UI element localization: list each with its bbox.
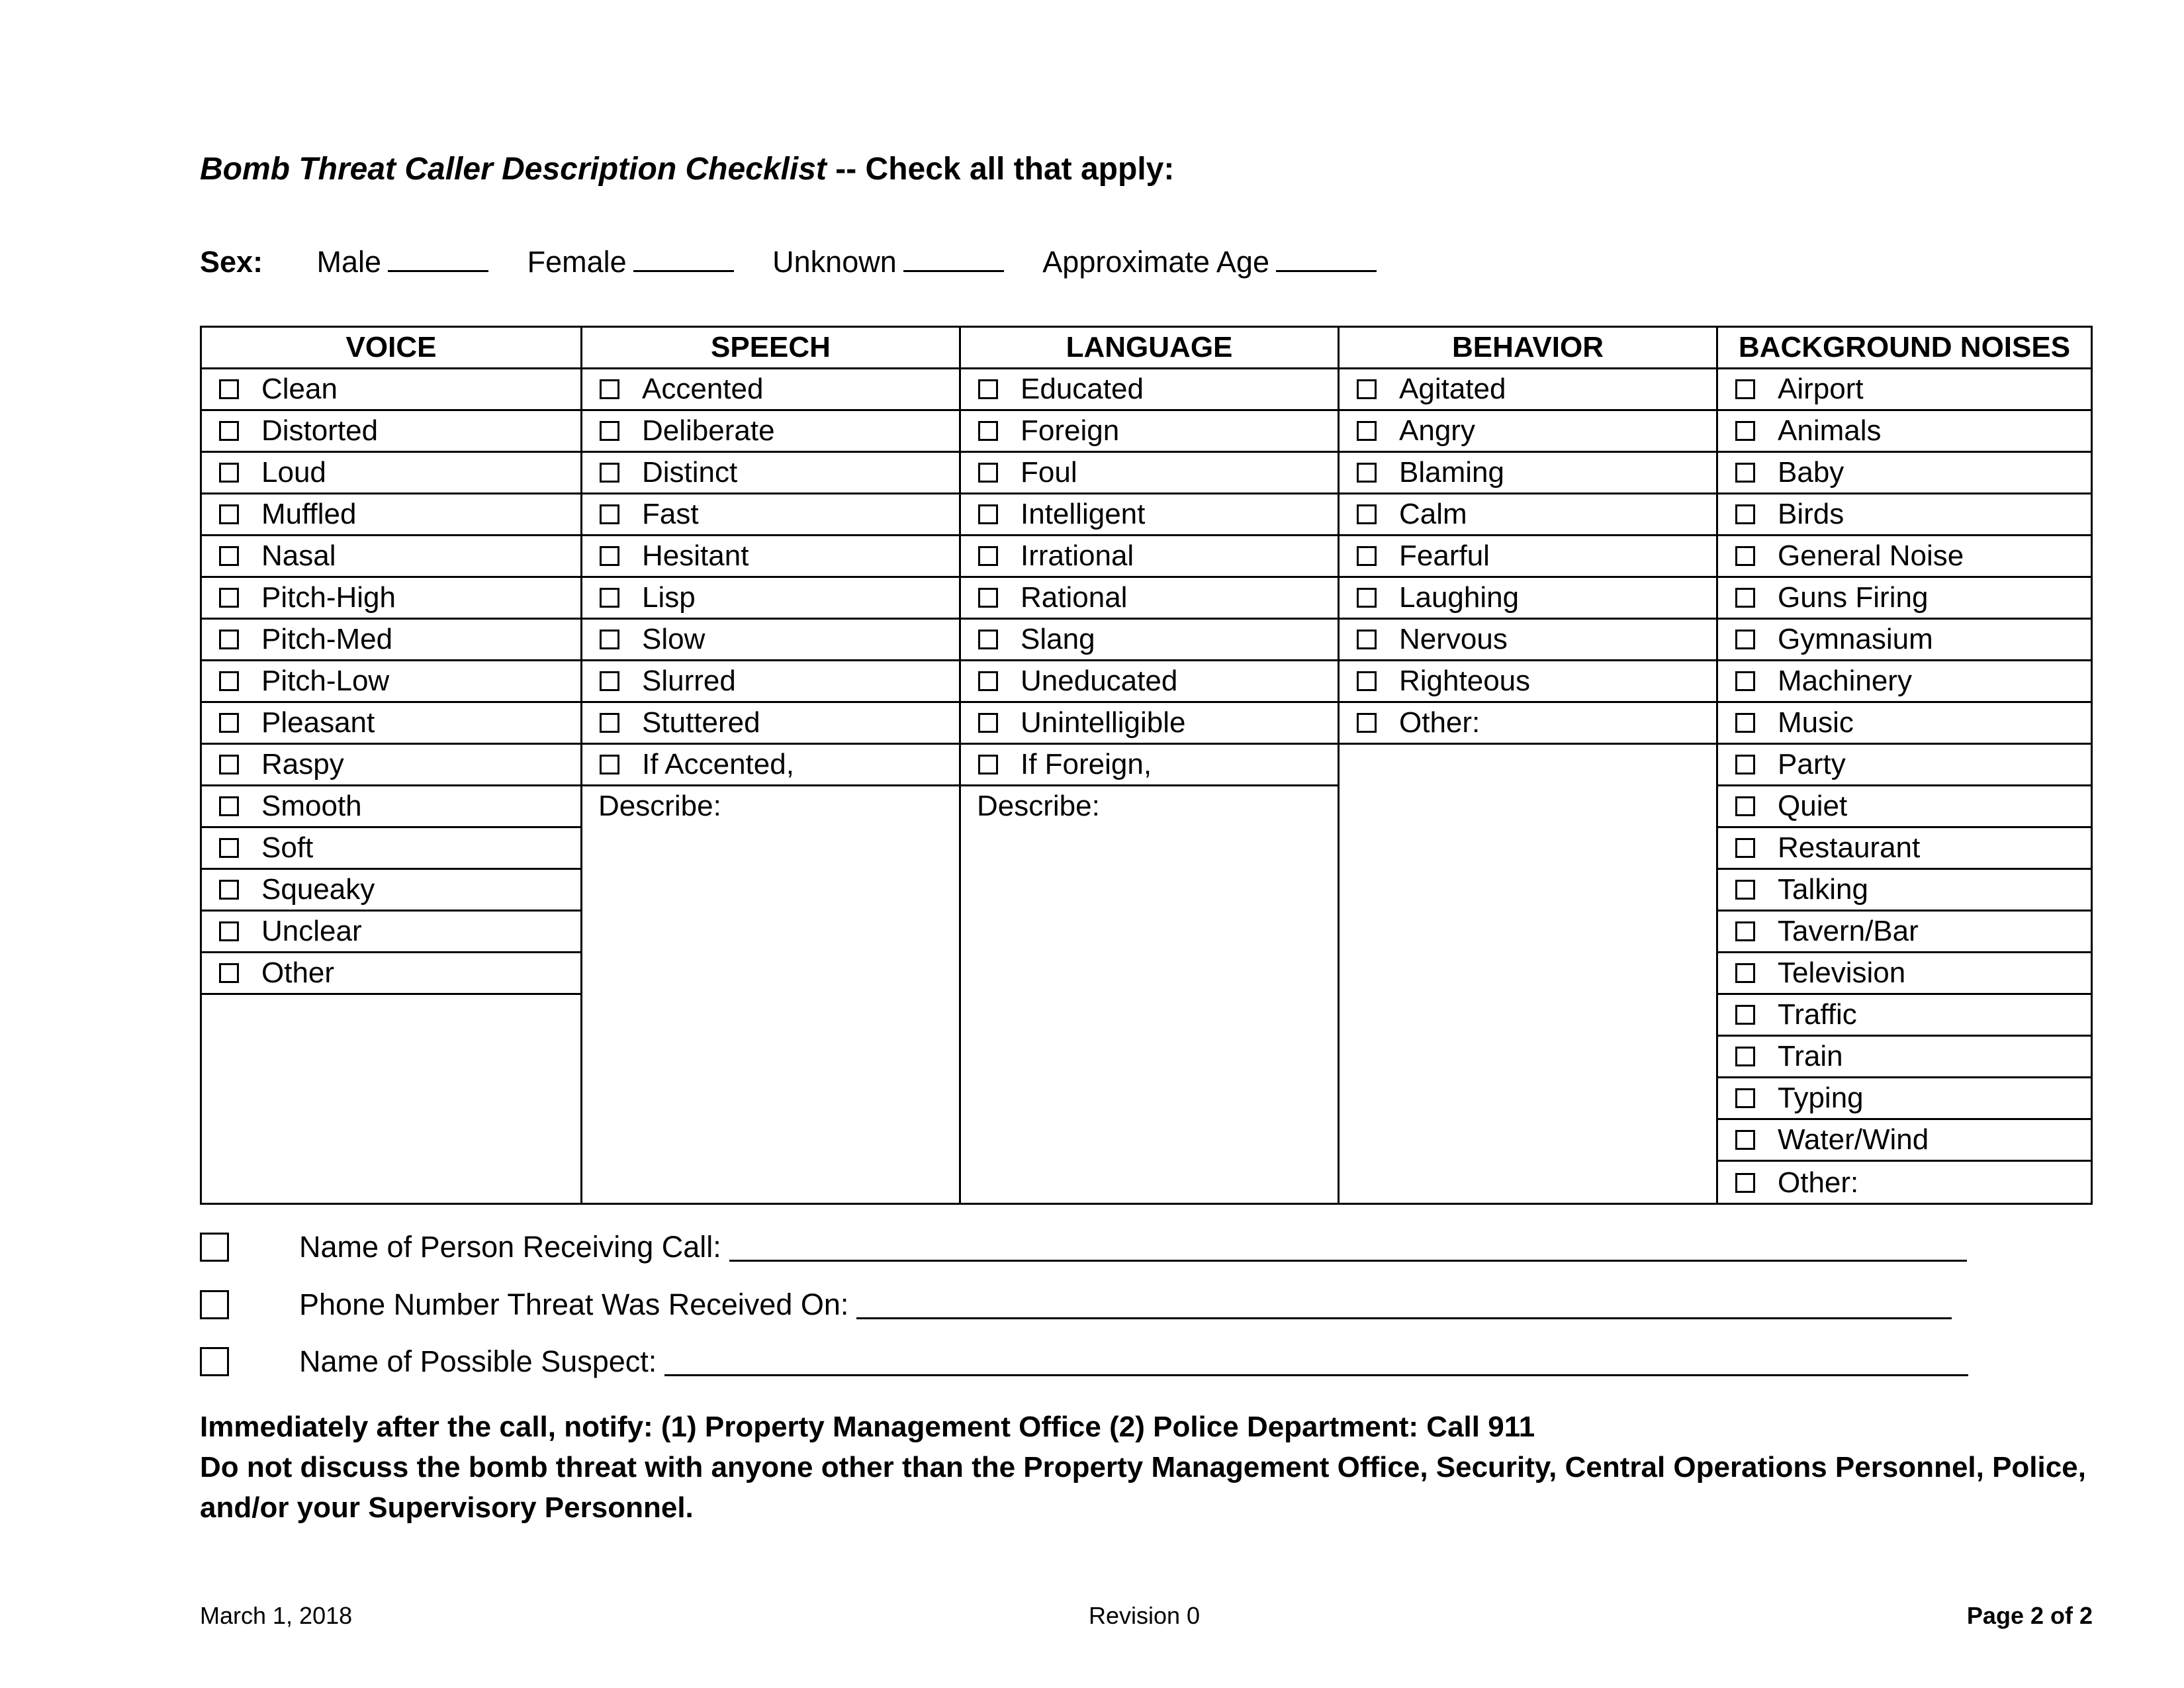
background-option-restaurant[interactable] [1718, 828, 2091, 870]
behavior-option-label: Nervous [1399, 623, 1508, 655]
background-option-label: Other: [1778, 1166, 1859, 1199]
checkbox-icon[interactable] [1735, 504, 1755, 524]
language-option-educated[interactable] [961, 369, 1338, 411]
background-option-label: Airport [1778, 373, 1864, 405]
sex-label: Sex: [200, 245, 263, 279]
checkbox-icon[interactable] [219, 796, 239, 816]
background-option-guns-firing[interactable] [1718, 578, 2091, 620]
speech-option-stuttered[interactable] [582, 703, 959, 745]
suspect-checkbox[interactable] [200, 1347, 229, 1376]
language-option-slang[interactable] [961, 620, 1338, 661]
sex-unknown-blank[interactable] [903, 245, 1004, 272]
voice-option-label: Other [261, 957, 335, 989]
receiver-label: Name of Person Receiving Call: [299, 1230, 721, 1264]
sex-option-male-label: Male [316, 245, 382, 279]
background-option-label: Gymnasium [1778, 623, 1933, 655]
checkbox-icon[interactable] [1357, 713, 1377, 733]
checkbox-icon[interactable] [1735, 1088, 1755, 1108]
behavior-option-other[interactable] [1340, 703, 1716, 745]
behavior-option-nervous[interactable] [1340, 620, 1716, 661]
background-option-traffic[interactable] [1718, 995, 2091, 1037]
language-option-foreign[interactable] [961, 411, 1338, 453]
language-option-label: Educated [1021, 373, 1144, 405]
checkbox-icon[interactable] [600, 588, 619, 608]
language-option-label: Rational [1021, 581, 1128, 614]
background-option-label: Animals [1778, 414, 1882, 447]
sex-row [200, 245, 1407, 279]
voice-option-smooth[interactable] [202, 786, 580, 828]
notice-line-2: Do not discuss the bomb threat with anyone other than the Property Management Office, Security, Central Operations Personnel, Police, and/or your Supervisory Personnel. [200, 1451, 2086, 1524]
notification-instructions [200, 1407, 2093, 1528]
notice-line-1: Immediately after the call, notify: (1) Property Management Office (2) Police Department: Call 911 [200, 1411, 1535, 1443]
checkbox-icon[interactable] [219, 963, 239, 983]
speech-option-slurred[interactable] [582, 661, 959, 703]
sex-option-male [317, 245, 489, 279]
checkbox-icon[interactable] [219, 379, 239, 399]
checkbox-icon[interactable] [600, 421, 619, 441]
language-column [959, 328, 1338, 1203]
behavior-option-fearful[interactable] [1340, 536, 1716, 578]
voice-option-label: Pitch-Low [261, 665, 390, 697]
background-option-birds[interactable] [1718, 494, 2091, 536]
checkbox-icon[interactable] [219, 463, 239, 483]
background-option-typing[interactable] [1718, 1078, 2091, 1120]
language-describe-label: Describe: [977, 790, 1100, 822]
footer-date: March 1, 2018 [200, 1602, 353, 1629]
speech-option-label: Slow [642, 623, 705, 655]
language-option-label: Irrational [1021, 539, 1134, 572]
speech-option-distinct[interactable] [582, 453, 959, 494]
checkbox-icon[interactable] [1357, 463, 1377, 483]
sex-option-unknown-label: Unknown [772, 245, 897, 279]
checkbox-icon[interactable] [219, 588, 239, 608]
background-option-water-wind[interactable] [1718, 1120, 2091, 1162]
checkbox-icon[interactable] [1735, 588, 1755, 608]
voice-option-label: Raspy [261, 748, 344, 780]
language-option-if-foreign[interactable] [961, 745, 1338, 786]
checkbox-icon[interactable] [1735, 463, 1755, 483]
checkbox-icon[interactable] [978, 421, 998, 441]
sex-option-unknown [772, 245, 1004, 279]
approximate-age-label: Approximate Age [1042, 245, 1269, 279]
checkbox-icon[interactable] [600, 671, 619, 691]
background-option-gymnasium[interactable] [1718, 620, 2091, 661]
checkbox-icon[interactable] [219, 630, 239, 649]
background-option-label: Train [1778, 1040, 1843, 1072]
speech-option-label: Stuttered [642, 706, 760, 739]
background-option-music[interactable] [1718, 703, 2091, 745]
checkbox-icon[interactable] [1735, 546, 1755, 566]
language-option-rational[interactable] [961, 578, 1338, 620]
background-option-animals[interactable] [1718, 411, 2091, 453]
speech-option-label: Accented [642, 373, 764, 405]
background-noises-column [1716, 328, 2091, 1203]
voice-option-label: Loud [261, 456, 326, 489]
checkbox-icon[interactable] [1735, 921, 1755, 941]
background-option-label: Guns Firing [1778, 581, 1929, 614]
speech-option-label: Distinct [642, 456, 738, 489]
voice-option-label: Pleasant [261, 706, 375, 739]
language-option-label: Unintelligible [1021, 706, 1186, 739]
checkbox-icon[interactable] [1735, 421, 1755, 441]
speech-option-hesitant[interactable] [582, 536, 959, 578]
language-option-label: If Foreign, [1021, 748, 1152, 780]
checkbox-icon[interactable] [1735, 1047, 1755, 1066]
title-rest-part: -- Check all that apply: [826, 152, 1175, 187]
language-header: LANGUAGE [961, 328, 1338, 369]
checkbox-icon[interactable] [219, 671, 239, 691]
background-option-label: Tavern/Bar [1778, 915, 1919, 947]
background-option-label: Baby [1778, 456, 1844, 489]
language-option-label: Foreign [1021, 414, 1120, 447]
behavior-option-label: Blaming [1399, 456, 1504, 489]
checkbox-icon[interactable] [1735, 379, 1755, 399]
behavior-option-calm[interactable] [1340, 494, 1716, 536]
background-option-label: Water/Wind [1778, 1123, 1929, 1156]
behavior-option-laughing[interactable] [1340, 578, 1716, 620]
checkbox-icon[interactable] [600, 463, 619, 483]
background-option-label: Typing [1778, 1082, 1864, 1114]
checkbox-icon[interactable] [978, 755, 998, 774]
checkbox-icon[interactable] [1735, 1005, 1755, 1025]
behavior-option-righteous[interactable] [1340, 661, 1716, 703]
checkbox-icon[interactable] [219, 421, 239, 441]
speech-option-accented[interactable] [582, 369, 959, 411]
checkbox-icon[interactable] [978, 504, 998, 524]
sex-option-female-label: Female [527, 245, 627, 279]
background-option-label: Birds [1778, 498, 1844, 530]
voice-option-muffled[interactable] [202, 494, 580, 536]
voice-option-label: Unclear [261, 915, 362, 947]
voice-column [202, 328, 580, 1203]
voice-option-label: Pitch-High [261, 581, 396, 614]
checkbox-icon[interactable] [1735, 1130, 1755, 1150]
sex-option-female [527, 245, 734, 279]
checkbox-icon[interactable] [219, 838, 239, 858]
checkbox-icon[interactable] [978, 379, 998, 399]
language-option-uneducated[interactable] [961, 661, 1338, 703]
background-option-talking[interactable] [1718, 870, 2091, 912]
checkbox-icon[interactable] [978, 546, 998, 566]
suspect-field-row [200, 1344, 1968, 1379]
speech-option-if-accented[interactable] [582, 745, 959, 786]
speech-option-label: Deliberate [642, 414, 775, 447]
speech-column [580, 328, 959, 1203]
background-option-baby[interactable] [1718, 453, 2091, 494]
checkbox-icon[interactable] [219, 755, 239, 774]
checkbox-icon[interactable] [219, 546, 239, 566]
footer-revision: Revision 0 [1089, 1602, 1201, 1629]
speech-option-deliberate[interactable] [582, 411, 959, 453]
checkbox-icon[interactable] [1735, 713, 1755, 733]
voice-option-label: Squeaky [261, 873, 375, 906]
suspect-line[interactable] [664, 1348, 1968, 1376]
speech-option-label: Fast [642, 498, 699, 530]
phone-line[interactable] [856, 1291, 1952, 1319]
checkbox-icon[interactable] [600, 630, 619, 649]
background-option-label: Traffic [1778, 998, 1857, 1031]
voice-option-raspy[interactable] [202, 745, 580, 786]
voice-option-pleasant[interactable] [202, 703, 580, 745]
background-option-party[interactable] [1718, 745, 2091, 786]
behavior-option-agitated[interactable] [1340, 369, 1716, 411]
phone-label: Phone Number Threat Was Received On: [299, 1288, 849, 1321]
voice-option-label: Nasal [261, 539, 336, 572]
background-option-label: Party [1778, 748, 1846, 780]
behavior-option-label: Fearful [1399, 539, 1490, 572]
behavior-header: BEHAVIOR [1340, 328, 1716, 369]
language-option-unintelligible[interactable] [961, 703, 1338, 745]
speech-header: SPEECH [582, 328, 959, 369]
behavior-option-label: Laughing [1399, 581, 1520, 614]
receiver-checkbox[interactable] [200, 1233, 229, 1262]
checkbox-icon[interactable] [600, 755, 619, 774]
approximate-age-blank[interactable] [1276, 245, 1377, 272]
speech-option-label: Slurred [642, 665, 736, 697]
checkbox-icon[interactable] [1357, 630, 1377, 649]
checkbox-icon[interactable] [1357, 588, 1377, 608]
voice-option-clean[interactable] [202, 369, 580, 411]
checkbox-icon[interactable] [1357, 504, 1377, 524]
page-title [200, 151, 1174, 187]
behavior-option-label: Angry [1399, 414, 1475, 447]
checkbox-icon[interactable] [1357, 421, 1377, 441]
sex-female-blank[interactable] [633, 245, 734, 272]
checkbox-icon[interactable] [1735, 880, 1755, 900]
background-option-television[interactable] [1718, 953, 2091, 995]
background-option-airport[interactable] [1718, 369, 2091, 411]
speech-option-lisp[interactable] [582, 578, 959, 620]
behavior-option-blaming[interactable] [1340, 453, 1716, 494]
voice-option-label: Distorted [261, 414, 379, 447]
background-option-label: Talking [1778, 873, 1868, 906]
speech-option-label: Lisp [642, 581, 696, 614]
checkbox-icon[interactable] [978, 463, 998, 483]
voice-option-other[interactable] [202, 953, 580, 995]
sex-male-blank[interactable] [388, 245, 488, 272]
voice-option-label: Pitch-Med [261, 623, 393, 655]
background-option-train[interactable] [1718, 1037, 2091, 1078]
voice-option-pitch-low[interactable] [202, 661, 580, 703]
background-option-label: General Noise [1778, 539, 1964, 572]
phone-field-row [200, 1288, 1952, 1322]
checkbox-icon[interactable] [600, 546, 619, 566]
speech-option-fast[interactable] [582, 494, 959, 536]
background-option-tavern-bar[interactable] [1718, 912, 2091, 953]
checkbox-icon[interactable] [1735, 671, 1755, 691]
phone-checkbox[interactable] [200, 1290, 229, 1319]
checkbox-icon[interactable] [600, 713, 619, 733]
checkbox-icon[interactable] [1735, 963, 1755, 983]
checkbox-icon[interactable] [219, 504, 239, 524]
checkbox-icon[interactable] [1357, 671, 1377, 691]
checkbox-icon[interactable] [219, 921, 239, 941]
title-italic-part: Bomb Threat Caller Description Checklist [200, 152, 827, 187]
background-option-label: Machinery [1778, 665, 1912, 697]
background-option-label: Quiet [1778, 790, 1848, 822]
background-option-quiet[interactable] [1718, 786, 2091, 828]
checkbox-icon[interactable] [600, 379, 619, 399]
behavior-option-label: Righteous [1399, 665, 1531, 697]
background-option-general-noise[interactable] [1718, 536, 2091, 578]
behavior-option-label: Calm [1399, 498, 1467, 530]
voice-option-pitch-med[interactable] [202, 620, 580, 661]
language-option-intelligent[interactable] [961, 494, 1338, 536]
voice-option-label: Muffled [261, 498, 357, 530]
voice-option-loud[interactable] [202, 453, 580, 494]
checkbox-icon[interactable] [1735, 838, 1755, 858]
voice-option-nasal[interactable] [202, 536, 580, 578]
checkbox-icon[interactable] [978, 713, 998, 733]
background-option-label: Restaurant [1778, 831, 1921, 864]
language-option-label: Intelligent [1021, 498, 1146, 530]
checkbox-icon[interactable] [1357, 379, 1377, 399]
voice-header: VOICE [202, 328, 580, 369]
checkbox-icon[interactable] [978, 671, 998, 691]
checkbox-icon[interactable] [1735, 755, 1755, 774]
language-option-label: Uneducated [1021, 665, 1178, 697]
voice-option-distorted[interactable] [202, 411, 580, 453]
checkbox-icon[interactable] [1735, 630, 1755, 649]
approximate-age [1042, 245, 1377, 279]
voice-option-label: Soft [261, 831, 314, 864]
voice-option-pitch-high[interactable] [202, 578, 580, 620]
background-option-machinery[interactable] [1718, 661, 2091, 703]
checkbox-icon[interactable] [219, 713, 239, 733]
speech-option-slow[interactable] [582, 620, 959, 661]
behavior-column [1338, 328, 1716, 1203]
background-noises-header: BACKGROUND NOISES [1718, 328, 2091, 369]
checkbox-icon[interactable] [978, 588, 998, 608]
checkbox-icon[interactable] [1735, 1173, 1755, 1193]
voice-option-label: Clean [261, 373, 338, 405]
background-option-label: Music [1778, 706, 1854, 739]
checkbox-icon[interactable] [600, 504, 619, 524]
speech-describe-label: Describe: [598, 790, 721, 822]
speech-option-label: Hesitant [642, 539, 749, 572]
language-option-label: Slang [1021, 623, 1095, 655]
speech-option-label: If Accented, [642, 748, 794, 780]
voice-option-unclear[interactable] [202, 912, 580, 953]
language-option-label: Foul [1021, 456, 1077, 489]
voice-option-squeaky[interactable] [202, 870, 580, 912]
checkbox-icon[interactable] [978, 630, 998, 649]
checkbox-icon[interactable] [1735, 796, 1755, 816]
caller-description-table [200, 326, 2093, 1205]
suspect-label: Name of Possible Suspect: [299, 1344, 657, 1378]
background-option-other[interactable] [1718, 1162, 2091, 1203]
language-option-irrational[interactable] [961, 536, 1338, 578]
behavior-option-label: Other: [1399, 706, 1480, 739]
receiver-field-row [200, 1230, 1967, 1264]
voice-option-soft[interactable] [202, 828, 580, 870]
receiver-line[interactable] [729, 1233, 1967, 1262]
footer-page-number: Page 2 of 2 [1966, 1602, 2093, 1629]
voice-option-label: Smooth [261, 790, 362, 822]
checkbox-icon[interactable] [219, 880, 239, 900]
behavior-option-label: Agitated [1399, 373, 1506, 405]
checkbox-icon[interactable] [1357, 546, 1377, 566]
background-option-label: Television [1778, 957, 1906, 989]
behavior-option-angry[interactable] [1340, 411, 1716, 453]
language-option-foul[interactable] [961, 453, 1338, 494]
